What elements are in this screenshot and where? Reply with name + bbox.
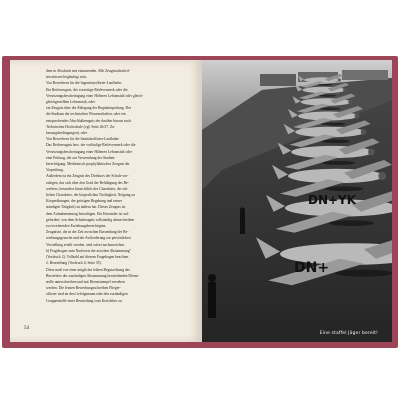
text-line: Versetzungsbescheinigung einer Höheren Lehranstalt oder gleich- <box>46 93 144 98</box>
text-line: 2. Beurteilung (Vordruck 6, Seite 35). <box>46 261 102 266</box>
text-line: lichen Charakters, der körperlichen Tüchtigkeit, Neigung zu <box>46 193 135 198</box>
text-line: ständigen Tätigkeit) zu äußern hat. Dieses Zeugnis ist <box>46 205 126 210</box>
text-line: Technischen Hochschule (vgl. Seite 26/27, Zu- <box>46 124 116 129</box>
right-page <box>202 60 392 342</box>
text-line: (Vordruck 2). Vollzähl auf diesem Fragebogen beachten. <box>46 255 130 260</box>
text-line: dem Aufnahmeantrag beizufügen. Ein Einsender ist auf- <box>46 211 130 216</box>
text-line: Vorprüfung. <box>46 168 64 173</box>
text-line: berechtigung. Medizinisch prophylaktisches Zeugnis der <box>46 162 130 167</box>
text-line: werbers, besonders hinsichtlich des Charakters, der sitt- <box>46 186 129 191</box>
text-line: Gruppenstelle einer Beurteilung vom Kreisleiter zu <box>46 298 122 303</box>
page-text <box>46 68 196 304</box>
left-page <box>10 60 202 342</box>
aircraft-marking: DN+YK <box>308 193 357 207</box>
text-line: Ein Reifezeugnis, der vorzeitige Reifevermerk oder die <box>46 87 128 92</box>
aircraft-marking: DN+ <box>294 260 330 276</box>
aircraft-lineup-photo <box>202 60 392 342</box>
text-line: zulegen, das sich über den Grad der Befähigung des Be- <box>46 180 129 185</box>
text-line: dem in Abschnitt mit einzusenden. Alle Zeugnisabschrif- <box>46 69 131 73</box>
text-line: Außerdem ist ein Zeugnis des Direktors der Schule vor- <box>46 174 129 179</box>
text-line: Das Reifezeugnis bzw. der vorläufige Reifevermerk oder die <box>46 143 136 148</box>
text-line: Zeugnisse, die in der Zeit zwischen Einsendung der Be- <box>46 230 129 235</box>
book-spread <box>2 56 398 348</box>
photo-caption: Eine staffel Jäger bereit! <box>319 331 378 336</box>
text-line: die Studium der technischen Wissenschaften, oder ein <box>46 112 126 117</box>
text-line: b) Fragebogen zum Nachweis der arischen Abstammung" <box>46 248 132 253</box>
text-line: gleichgestellten Lehranstalt, oder <box>46 100 96 105</box>
text-line: werbungsgesuche und der Aufforderung zur persönlichen <box>46 236 131 241</box>
text-line: Von Bewerbern für die Sanitätsoffizier-Laufbahn: <box>46 137 120 142</box>
text-line: werden. Die letzten Bewerbungsschreiben Flieger- <box>46 286 121 291</box>
text-line: ein Zeugnis über die Ablegung der Begabtenprüfung. Der <box>46 106 131 111</box>
text-line: eine Prüfung, die zur Verwendung der Studien- <box>46 155 116 160</box>
text-line: stelle unterschrieben und mit Dienststempel versehen <box>46 279 125 284</box>
text-line: zu erweiternden Erziehungsberechtigten. <box>46 224 107 229</box>
text-line: ten müssen beglaubigt sein. <box>46 75 87 80</box>
text-line: lassungsbedingungen), oder <box>46 131 88 136</box>
text-line: Von Bewerbern für die Ingenieuroffizier-Laufbahn: <box>46 81 122 86</box>
text-line: Versetzungsbescheinigung einer Höheren Lehranstalt oder <box>46 149 133 154</box>
text-line: Diese muß von einer möglichst frühen Begutachtung des <box>46 267 130 272</box>
page-number: 54 <box>24 326 29 331</box>
text-line: gefordert, von dem Schulzeugnis vollständig abzuschreiben <box>46 217 135 222</box>
text-line: Vorstellung erteilt werden, sind sofort nachzureichen. <box>46 242 125 247</box>
text-line: offizier sind an den Gefolgsmann oder den zuständigen <box>46 292 128 297</box>
text-line: Körperübungen, der geistigen Begabung und seiner <box>46 199 122 204</box>
text-line: entsprechendes Abschlußzeugnis der darüber hinaus noch <box>46 118 132 123</box>
text-line: Bewerbers der zuständigen Abstammung beurteilenden Dienst- <box>46 273 140 278</box>
